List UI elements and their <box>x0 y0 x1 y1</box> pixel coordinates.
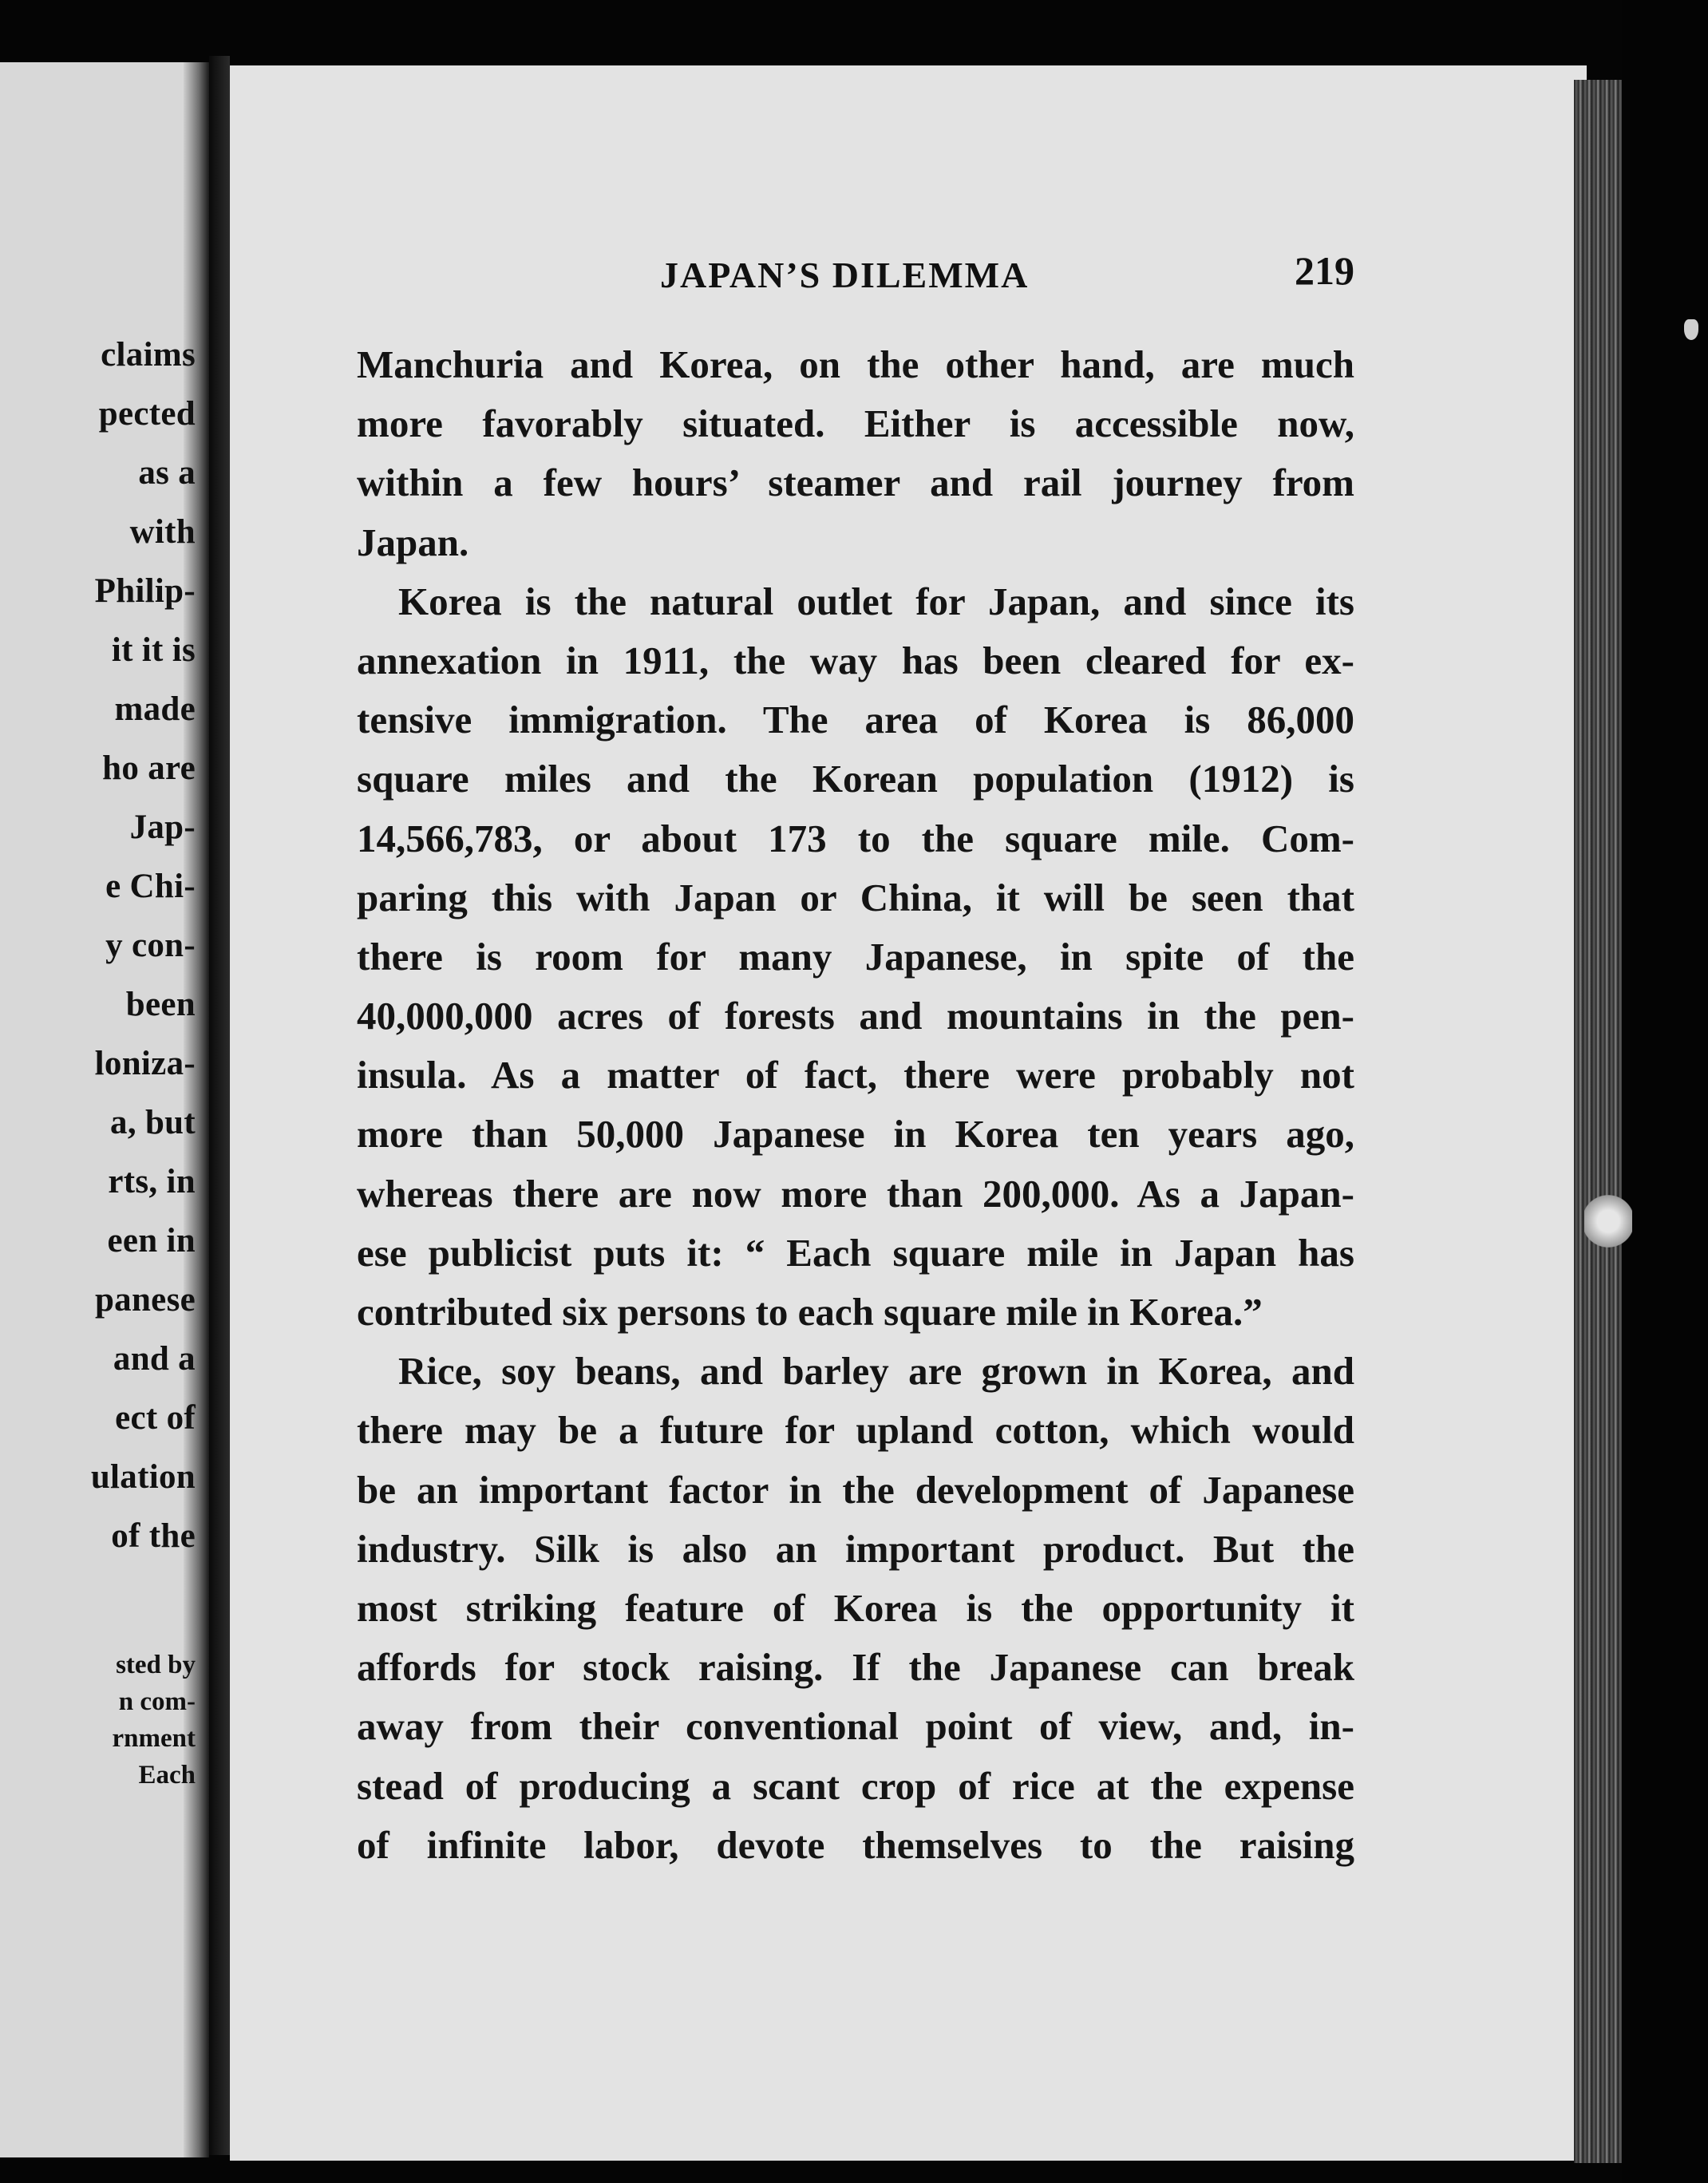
text-line: industry. Silk is also an important product. But the <box>357 1526 1354 1571</box>
left-page-line: y con- <box>105 927 196 964</box>
text-line: affords for stock raising. If the Japanese can break <box>357 1645 1354 1690</box>
text-line: there is room for many Japanese, in spite of the <box>357 934 1354 979</box>
left-page-line: as a <box>138 454 196 492</box>
left-page-line: ulation <box>90 1458 196 1496</box>
left-page-line: rts, in <box>108 1163 196 1200</box>
text-line: within a few hours’ steamer and rail journey from <box>357 461 1354 505</box>
text-line: Japan. <box>357 520 469 564</box>
scan-blemish <box>1584 1193 1632 1249</box>
running-header <box>357 248 1354 310</box>
left-page-footnote-line: n com- <box>118 1687 196 1716</box>
left-page-line: Philip- <box>94 572 196 610</box>
left-page-footnote-line: sted by <box>116 1651 196 1679</box>
left-page-footnote-line: rnment <box>112 1724 196 1753</box>
left-page-line: made <box>114 690 196 728</box>
text-line: more than 50,000 Japanese in Korea ten years ago, <box>357 1112 1354 1157</box>
book-binding <box>209 56 230 2155</box>
text-line: Korea is the natural outlet for Japan, and since its <box>398 579 1354 623</box>
left-page-line: ho are <box>102 749 196 787</box>
text-line: ese publicist puts it: “ Each square mile in Japan has <box>357 1230 1354 1275</box>
left-page-line: pected <box>98 395 196 433</box>
left-page-line: loniza- <box>94 1045 196 1082</box>
left-page-fragment <box>0 62 209 2157</box>
text-line: insula. As a matter of fact, there were probably not <box>357 1053 1354 1097</box>
text-line: more favorably situated. Either is accessible now, <box>357 401 1354 446</box>
left-page-line: it it is <box>111 631 196 669</box>
text-line: Rice, soy beans, and barley are grown in Korea, and <box>398 1349 1354 1394</box>
text-line: of infinite labor, devote themselves to the raising <box>357 1822 1354 1867</box>
page-edge-stack <box>1574 80 1622 2163</box>
text-line: paring this with Japan or China, it will be seen that <box>357 875 1354 919</box>
left-page-line: e Chi- <box>105 868 196 905</box>
text-line: square miles and the Korean population (1912) is <box>357 757 1354 801</box>
left-page-footnote-line: Each <box>138 1761 196 1790</box>
scan-speck <box>1684 319 1698 340</box>
left-page-line: panese <box>94 1281 196 1319</box>
body-text <box>357 335 1354 1875</box>
text-line: 14,566,783, or about 173 to the square mile. Com- <box>357 816 1354 860</box>
left-page-line: claims <box>101 336 196 374</box>
text-line: annexation in 1911, the way has been cleared for ex- <box>357 638 1354 682</box>
left-page-line: with <box>129 513 196 551</box>
running-title: JAPAN’S DILEMMA <box>660 255 1030 295</box>
text-line: stead of producing a scant crop of rice at the expense <box>357 1763 1354 1808</box>
text-line: most striking feature of Korea is the opportunity it <box>357 1585 1354 1630</box>
text-line: 40,000,000 acres of forests and mountains in the pen- <box>357 994 1354 1038</box>
text-line: be an important factor in the development of Japanese <box>357 1467 1354 1512</box>
left-page-line: een in <box>107 1222 196 1260</box>
left-page-line: Jap- <box>129 809 196 846</box>
left-page-line: been <box>125 986 196 1023</box>
page-number: 219 <box>1295 248 1354 293</box>
text-line: contributed six persons to each square mile in Korea.” <box>357 1290 1263 1334</box>
left-page-line: and a <box>113 1340 196 1378</box>
text-line: whereas there are now more than 200,000. As a Japan- <box>357 1171 1354 1216</box>
left-page-line: a, but <box>110 1104 196 1141</box>
text-line: there may be a future for upland cotton, which would <box>357 1408 1354 1453</box>
text-line: tensive immigration. The area of Korea is 86,000 <box>357 698 1354 742</box>
left-page-line: ect of <box>115 1399 196 1437</box>
left-page-line: of the <box>111 1517 196 1555</box>
text-line: Manchuria and Korea, on the other hand, are much <box>357 342 1354 386</box>
text-line: away from their conventional point of view, and, in- <box>357 1704 1354 1749</box>
